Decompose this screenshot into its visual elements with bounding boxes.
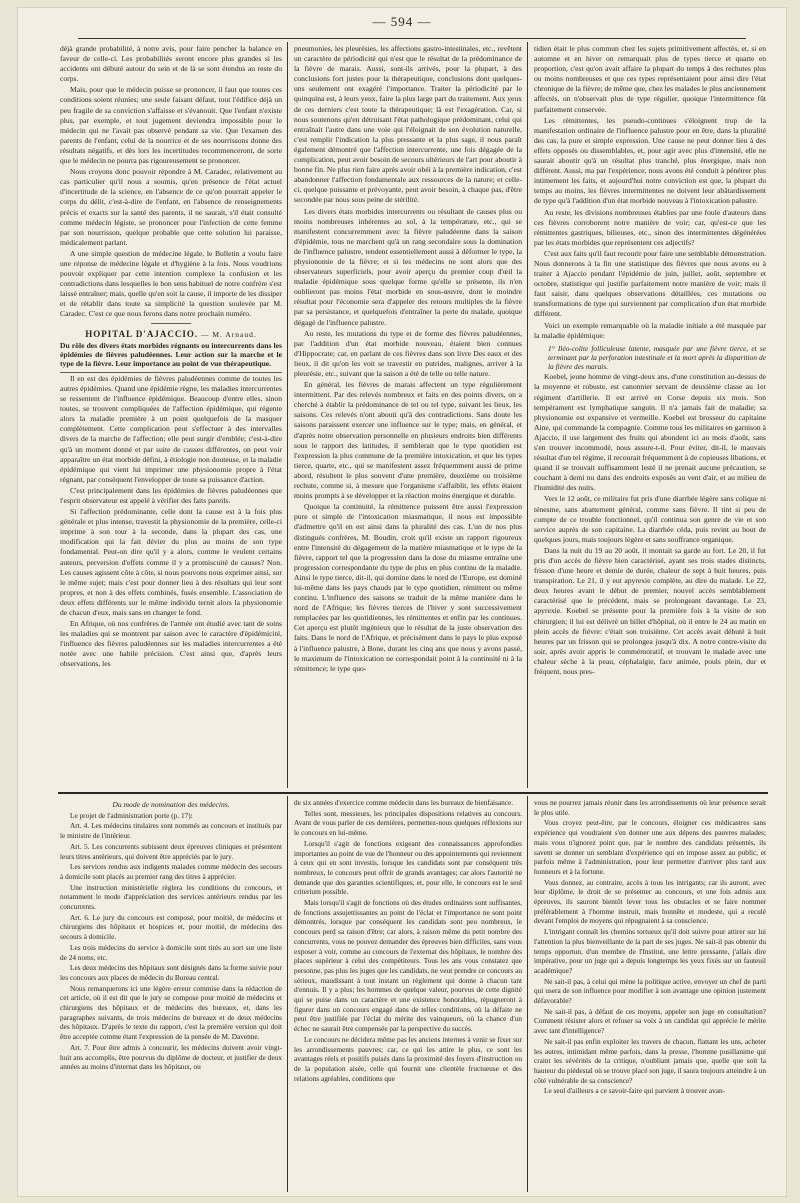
paragraph: Mais, pour que le médecin puisse se prononcer, il faut que toutes ces conditions soient réunies; une seule faisant défaut, tout l'édifice déjà un peu fragile de sa conviction s'affaisse et s'évanouit. Que l'enfant n'existe plus, par exemple, et tout jugement deviendra impossible pour le médecin qui ne l'avait pas observé pendant sa vie. Que l'examen des parents de l'enfant, celui de la nourrice et de ses nourrissons donne des résultats négatifs, et dès lors les incertitudes recommenceront, de sorte que le médecin ne pourra pas rigoureusement se prononcer. (60, 85, 282, 166)
section-title (60, 329, 282, 340)
paragraph: Le projet de l'administration porte (p. 17): (70, 810, 193, 820)
paragraph: Si l'affection prédominante, celle dont la cause est à la fois plus générale et plus intense, travestit la physionomie de la première, celle-ci imprime à son tour à la seconde, dans la plupart des cas, une modification qui la fait dévier du plus au moins de son type fondamental. Peut-on dire qu'il y a alors, comme le veulent certains auteurs, perversion d'effets comme il y a promiscuité de causes? Non. Les causes agissent côte à côte, si nous pouvons nous exprimer ainsi, sur le même sujet; mais c'est pour donner lieu à des résultats qui leur sont propres, et non à des effets combinés, fusés ensemble. L'association de deux effets différents sur le même individu ternit alors la physionomie de chacun d'eux, mais sans en changer le fond. (60, 507, 282, 617)
section-title-text: HOPITAL D'AJACCIO. (85, 328, 199, 339)
paragraph: Au reste, les divisions nombreuses établies par une foule d'auteurs dans ces fièvres corroborent notre manière de voir; car, qu'est-ce que les rémittentes gastriques, bilieuses, etc., sinon des intermittentes dégénérées par les états morbides que représentent ces adjectifs? (534, 207, 766, 247)
paragraph: Au reste, les mutations du type et de forme des fièvres paludéennes, par l'addition d'un état morbide nouveau, étaient bien connues d'Hippocrate; car, en parlant de ces fièvres dans son livre Des eaux et des lieux, il dit qu'on les voit se travestir en putrides, malignes, arriver à la pleurésie, etc., suivant que la saison a été de telle ou telle nature. (294, 328, 522, 378)
paragraph: Voici un exemple remarquable où la maladie initiale a été masquée par la maladie épidémique: (534, 320, 766, 340)
paragraph: Ne sait-il pas, à défaut de ces moyens, appeler son juge en consultation? Comment résister alors et refuser sa voix à un candidat qui apprécie le mérite avec tant d'intelligence? (534, 1006, 766, 1036)
paragraph: Les trois médecins du service à domicile sont tirés au sort sur une liste de 24 noms, etc. (60, 942, 282, 962)
paragraph: L'intrigant connaît les chemins tortueux qu'il doit suivre pour attirer sur lui l'attention la plus bienveillante de la part de ses juges. Ne sait-il pas obtenir du temps opportun, d'un membre de l'Institut, une lettre pressante, j'allais dire impérative, pour un juge qui a depuis longtemps les yeux fixés sur un fauteuil académique? (534, 927, 766, 975)
paragraph: En Afrique, où nos confrères de l'armée ont étudié avec tant de soins les maladies qui se montrent par saison avec le caractère d'épidémicité, l'influence des fièvres paludéennes sur les maladies intercurrentes a été notée avec une habile précision. C'est ainsi que, d'après leurs observations, les (60, 619, 282, 669)
paragraph: Nous remarquerons ici une légère erreur commise dans la rédaction de cet article, où il est dit que le jury se compose pour moitié de médecins et chirurgiens des hôpitaux et de médecins des bureaux, et, dans les paragraphes suivants, de trois médecins de bureaux et de deux médecins des hôpitaux. D'après le texte du rapport, c'est la première version qui doit être acceptée comme étant l'expression de la pensée de M. Davenne. (60, 983, 282, 1042)
newspaper-page (18, 8, 786, 1196)
paragraph: Telles sont, messieurs, les principales dispositions relatives au concours. Avant de vous parler de ces dernières, permettez-nous quelques réflexions sur le concours en lui-même. (294, 808, 522, 838)
lower-column-1 (60, 798, 282, 1192)
paragraph: Art. 4. Les médecins titulaires sont nommés au concours et institués par le ministre de l'intérieur. (60, 821, 282, 841)
paragraph: Vers le 12 août, ce militaire fut pris d'une diarrhée légère sans colique ni ténesme, sans abattement général, comme sans fièvre. Il tint si peu de compte de ce trouble fonctionnel, qu'il continua son genre de vie et son service auprès de son capitaine. La diarrhée céda, puis revint au bout de quelques jours, mais toujours légère et sans souffrance organique. (534, 494, 766, 544)
paragraph: Vous croyez peut-être, par le concours, éloigner ces médicastres sans expérience qui voudraient s'en donner une aux dépens des pauvres malades; mais vous n'ignorez point que, par le nombre des candidats présentés, ils savent se donner un semblant d'expérience qui en impose assez au public, et parfois même à l'administration, pour leur permettre d'arriver plus tard aux honneurs et à la fortune. (534, 818, 766, 876)
paragraph: Le concours ne décidera même pas les anciens internes à venir se fixer sur les arrondissements pauvres; car, ce qui les attire le plus, ce sont les avantages réels et positifs puisés dans la proximité des foyers d'instruction ou de la population aisée, celle qui fournit une clientèle fructueuse et des relations agréables, conditions que (294, 1034, 522, 1083)
paragraph: Une instruction ministérielle règlera les conditions du concours, et notamment le mode d'appréciation des services antérieurs rendus par les concurrents. (60, 882, 282, 912)
upper-column-1 (60, 44, 282, 786)
paragraph: déjà grande probabilité, à notre avis, pour faire pencher la balance en faveur de celle-ci. Les probabilités seront encore plus grandes si les accidents ont débuté autour du sein et de là se sont étendus au reste du corps. (60, 44, 282, 84)
paragraph: Art. 5. Les concurrents subissent deux épreuves cliniques et présentent leurs titres antérieurs, qui doivent être appréciés par le jury. (60, 841, 282, 861)
upper-column-2 (294, 44, 522, 786)
paragraph: pneumonies, les pleurésies, les affections gastro-intestinales, etc., revêtent un caractère de périodicité qui n'est que le résultat de la prédominance de la fièvre de marais. Aussi, sont-ils arrivés, pour la plupart, à des conclusions fort justes pour la thérapeutique, conclusions dont quelques-uns seulement ont exagéré l'importance. Traiter la périodicité par le quinquina est, à leurs yeux, faire la plus large part du traitement. Aux yeux de ces derniers c'est toute la thérapeutique; là est l'exagération. Car, si nous soutenons qu'en détruisant l'état pathologique prédominant, celui qui entraînait l'autre dans une voie qui l'éloignait de son évolution naturelle, c'est remplir l'indication la plus pressante et la plus sage, il nous paraît également démontré que l'affection intercurrente, une fois dégagée de la complication, peut avoir besoin de secours ultérieurs de l'art pour aboutir à bonne fin. Ne plus rien faire après avoir obéi à la première indication, c'est abandonner l'affection fondamentale aux ressources de la nature; et celle-ci, quelque puissante et prévoyante, peut avoir besoin, à chaque pas, d'être secondée par nous sous peine de stérilité. (294, 44, 522, 205)
section-subtitle: Du rôle des divers états morbides régnants ou intercurrents dans les épidémies de fièvres paludéennes. Leur action sur la marche et le type de la fièvre. Leur importance au point de vue thérapeutique. (60, 341, 282, 373)
case-heading: 1° Iléo-colite folliculeuse latente, masquée par une fièvre tierce, et se terminant par la perforation intestinale et la mort après la disparition de la fièvre des marais. (548, 343, 766, 372)
paragraph: Art. 6. Le jury du concours est composé, pour moitié, de médecins et chirurgiens des hôpitaux et hospices et, pour moitié, de médecins des secours à domicile. (60, 912, 282, 942)
paragraph: Nous croyons donc pouvoir répondre à M. Caradec, relativement au cas particulier qu'il nous a soumis, qu'en présence de l'état actuel d'incertitude de la science, en l'absence de ce qu'on pourrait appeler le corps du délit, c'est-à-dire de l'enfant, en l'absence de renseignements précis et exacts sur la santé des parents, il ne saurait, s'il était consulté comme médecin légiste, se prononcer pour l'infection de cette femme par son nourrisson, quelque probable que cette solution lui paraisse, médicalement parlant. (60, 167, 282, 247)
lower-column-2 (294, 798, 522, 1192)
paragraph: Il en est des épidémies de fièvres paludéennes comme de toutes les autres épidémies. Quand une épidémie règne, les maladies intercurrentes se ressentent de l'influence épidémique. Beaucoup d'entre elles, sinon toutes, se trouvent compliquées de l'affection épidémique, qui régente alors la maladie première à un point quelquefois de la masquer complètement. Cette complication peut s'effectuer à des intervalles divers de la marche de l'affection; elle peut surgir d'emblée; c'est-à-dire qu'à un moment donné et par suite de causes différentes, on peut voir apparaître un état morbide défini, à étiologie non douteuse, et la maladie épidémique qui vient lui imprimer une physionomie propre à l'état régnant, par conséquent l'envelopper de toute sa puissance d'action. (60, 373, 282, 484)
paragraph: Koebel, jeune homme de vingt-deux ans, d'une constitution au-dessus de la moyenne et robuste, est canonnier servant de deuxième classe au 1er régiment d'artillerie. Il est arrivé en Corse depuis six mois. Son tempérament est lymphatique sanguin. Il n'a jamais fait de maladie; sa physionomie est expansive et vermeille. Koebel est brosseur du capitaine Aine, qui commande la compagnie. Comme tous les militaires en garnison à Ajaccio, il use largement des fruits qui abondent ici au mois d'août, sans s'en trouver incommodé, nous assure-t-il. Pour éviter, dit-il, le mauvais résultat d'un tel régime, il recourait fréquemment à de copieuses libations, et quand il se trouvait suffisamment lesté il ne prenait aucune précaution, se couchant à demi nu dans des endroits exposés au vent d'air, et au milieu de l'humidité des nuits. (534, 372, 766, 493)
page-number: — 594 — (372, 14, 432, 29)
paragraph: Les deux médecins des hôpitaux sont désignés dans la forme suivie pour les concours aux places de médecin du Bureau central. (60, 963, 282, 982)
paragraph: Art. 7. Pour être admis à concourir, les médecins doivent avoir vingt-huit ans accomplis, être pourvus du diplôme de docteur, et justifier de deux années au moins d'internat dans les hôpitaux, ou (60, 1042, 282, 1072)
paragraph: vous ne pourrez jamais réunir dans les arrondissements où leur présence serait le plus utile. (534, 798, 766, 817)
paragraph: C'est aux faits qu'il faut recourir pour faire une semblable démonstration. Nous donnerons à la fin une statistique des fièvres que nous avons eu à traiter à Ajaccio pendant l'épidémie de juin, juillet, août, septembre et octobre, statistique qui justifie parfaitement notre manière de voir; mais il faut saisir, dans quelques observations détaillées, ces mutations ou transformations de type qui surviennent par complication d'un état morbide différent. (534, 248, 766, 319)
column-divider (527, 42, 528, 788)
divider-rule (151, 323, 191, 324)
paragraph: Mais lorsqu'il s'agit de fonctions où des études ordinaires sont suffisantes, de fonctions assujettissantes au point de l'éclat et l'importance ne sont point démontrés, lorsque par conséquent les candidats sont peu nombreux, le concours perd sa raison d'être; car alors, à raison même du petit nombre des concurrents, vous ne pouvez demander des épreuves bien difficiles, sans vous exposer à voir, comme au concours de l'externat des hôpitaux, le nombre des places supérieur à celui des compétiteurs. Tous les ans vous constatez que personne, pas plus les juges que les candidats, ne veut prendre ce concours au sérieux, maudissant à tout instant un règlement qui donne à chacun tant d'ennuis. Il y a plus; les hommes de quelque valeur, pourvus de cette dignité qui se puise dans un caractère et une existence honorables, répugneront à figurer dans un concours engagé dans de telles conditions, où la défaite ne peut être justifiée par l'éclat du mérite des vainqueurs, où la chance d'un échec ne saurait être compensée par la perspective du succès. (294, 898, 522, 1034)
paragraph: Ne sait-il pas, à celui qui mène la politique active, envoyer un chef de parti qui usera de son influence pour modifier à son avantage une opinion justement défavorable? (534, 976, 766, 1006)
column-divider (287, 796, 288, 1192)
paragraph: A une simple question de médecine légale, le Bulletin a voulu faire une réponse de médecine légale et d'hygiène à la fois. Nous voudrions pouvoir expliquer par cette intention complexe la confusion et les contradictions dans lesquelles le bon sens habituel de notre confrère s'est laissé entraîner; mais, quelle qu'en soit la cause, il importe de les dissiper et de rétablir dans toute sa simplicité la question soulevée par M. Caradec. C'est ce que nous ferons dans notre prochain numéro. (60, 248, 282, 319)
paragraph: tidien était le plus commun chez les sujets primitivement affectés, et, si en automne et en hiver on remarquait plus de types tierce et quarte en proportion, c'est qu'on avait affaire la plupart du temps à des rechutes plus ou moins nombreuses et que ces types représentaient pour ainsi dire l'état chronique de la fièvre; de même que, chez les malades le plus anciennement affectés, on n'observait plus de type régulier, quoique l'intermittence fût parfaitement conservée. (534, 44, 766, 114)
paragraph: Les services rendus aux indigents malades comme médecin des secours à domicile sont placés au premier rang des titres à apprécier. (60, 862, 282, 881)
paragraph: Ne sait-il pas enfin exploiter les travers de chacun, flattant les uns, acheter les autres, intimidant même parfois, dans la presse, l'homme pusillanime qui craint les sévérités de la critique, n'oubliant jamais que, quelle que soit la hauteur du piédestal où se trouve placé son juge, il saura toujours atteindre à un côté vulnérable de sa conscience? (534, 1036, 766, 1085)
column-divider (527, 796, 528, 1192)
column-divider (287, 42, 288, 788)
paragraph: Le seul d'ailleurs a ce savoir-faire qui parvient à trouver avan- (544, 1086, 726, 1096)
paragraph: Lorsqu'il s'agit de fonctions exigeant des connaissances approfondies importantes au point de vue de l'honneur ou des appointements qui reviennent à ceux qui en sont investis, lorsque les candidats sont par conséquent très nombreux, le concours peut offrir de grands avantages; car alors l'autorité ne demande que des garanties scientifiques, et, pour elle, le concours est le seul criterium possible. (294, 838, 522, 897)
paragraph: de six années d'exercice comme médecin dans les bureaux de bienfaisance. (294, 798, 514, 807)
section-divider (58, 792, 768, 794)
paragraph: Quoique la continuité, la rémittence puissent être aussi l'expression pure et simple de l'intoxication miasmatique, il nous est impossible d'admettre qu'il en est ainsi dans la pluralité des cas. L'un de nos plus distingués confrères, M. Boudin, croit qu'il existe un rapport rigoureux entre l'intensité du dégagement de la matière miasmatique et le type de la fièvre, rapport tel que la progression dans la dose du miasme entraîne une progression correspondante du type de plus en plus continu de la maladie. Ainsi le type tierce, dit-il, qui domine dans le nord de l'Europe, est dominé lui-même dans les pays chauds par le type quotidien, rémittent ou même continu. L'influence des saisons se traduit de la même manière dans le nord de l'Afrique; les fièvres tierces de l'hiver y sont successivement remplacées par les quotidiennes, les rémittentes et enfin par les continues. Cet aperçu est plutôt ingénieux que le résultat de la juste observation des faits. Dans le nord de l'Afrique, et précisément dans le pays le plus exposé à l'influence palustre, à Bone, durant les cinq ans que nous y avons passé, le maximum de l'intoxication ne correspondait point à la continuité ni à la rémittence; le type quo- (294, 502, 522, 673)
paragraph: Dans la nuit du 19 au 20 août, il montait sa garde au fort. Le 20, il fut pris d'un accès de fièvre bien caractérisé, ayant ses trois stades distincts, frisson d'une heure et demie de durée, chaleur de sept à huit heures, puis transpiration. Le 21, il y eut apyrexie complète, au dire du malade. Le 22, deux heures avant le début de premier, nouvel accès semblablement caractérisé que le précédent, mais se prolongeant davantage. Le 23, apyrexie. Koebel se présente pour la première fois à la visite de son chirurgien; il lui est délivré un billet d'hôpital, où il entre le 24 au matin en plein accès de fièvre: c'était son troisième. Cet accès avait débuté à huit heures par un frisson qui se prolongea jusqu'à dix. A notre contre-visite du soir, après avoir appris le commémoratif, et trouvant le malade avec une chaleur sèche à la peau, céphalalgie, face animée, pouls plein, dur et fréquent, nous pres- (534, 545, 766, 677)
paragraph: En général, les fièvres de marais affectent un type régulièrement intermittent. Par des relevés nombreux et faits en des points divers, on a cherché à établir la prédominance de tel ou tel type, suivant les lieux, les saisons. Ces relevés n'ont abouti qu'à des contradictions. Sans doute les saisons paraissent exercer une influence sur le type; mais, en général, et d'après notre observation personnelle en plusieurs endroits bien différents sous le rapport des latitudes, il semblerait que le type quotidien est l'expression la plus commune de la première intoxication, et que les types tierce, quarte, etc., qui se manifestent assez fréquemment aussi de prime abord, résultent le plus souvent d'une première, deuxième ou troisième rechute, comme si, à mesure que l'organisme s'affaiblit, les effets étaient moins prompts à se développer et la réaction moins énergique et durable. (294, 380, 522, 501)
subsection-heading: Du mode de nomination des médecins. (112, 800, 230, 809)
paragraph: Les divers états morbides intercurrents ou résultant de causes plus ou moins nombreuses inhérentes au sol, à la température, etc., qui se manifestent concurremment avec la fièvre paludéenne dans la saison d'épidémie, tous ne marchent qu'à un rang secondaire sous la domination de l'influence palustre, tendent essentiellement aussi à déformer le type, la physionomie de la fièvre; et si les médecins ne sont alors que des observateurs superficiels, pour avoir aperçu du premier coup d'œil la maladie épidémique sous quelque forme qu'elle se présente, ils n'en oublieront pas moins l'état morbide en sous-œuvre, dont le moindre résultat pour l'économie sera d'appeler des retours multiples de la fièvre par sa persistance, et quelquefois d'entraîner la perte du malade, quoique dégagé de l'influence palustre. (294, 206, 522, 327)
paragraph: Vous donnez, au contraire, accès à tous les intrigants; car ils auront, avec leur diplôme, le droit de se présenter au concours, et une fois admis aux épreuves, ils sauront bientôt lever tous les obstacles et se faire nommer préférablement à l'homme instruit, mais honnête et modeste, qui a reculé devant l'emploi de moyens qui répugnaient à sa conscience. (534, 877, 766, 926)
header-rule (78, 38, 746, 39)
lower-column-3 (534, 798, 766, 1192)
upper-column-3 (534, 44, 766, 786)
paragraph: C'est principalement dans les épidémies de fièvres paludéennes que l'esprit observateur est appelé à vérifier des faits pareils. (60, 485, 282, 505)
section-author: — M. Arnaud. (198, 329, 257, 339)
paragraph: Les rémittentes, les pseudo-continues s'éloignent trop de la manifestation ordinaire de l'influence palustre pour en être, dans la pluralité des cas, la pure et simple expression. Une cause ne peut donner lieu à des effets opposés ou dissemblables, et, pour agir avec plus d'intensité, elle ne saurait aboutir qu'à un résultat plus tranché, plus énergique, mais non différent. Aussi, ma par l'expérience, nous avons été conduit à pénétrer plus intimement les faits, et aujourd'hui notre conviction est que, la plupart du temps au moins, les fièvres intermittentes ne doivent leur abâtardissement de type qu'à l'addition d'un état morbide nouveau à l'intoxication palustre. (534, 115, 766, 206)
